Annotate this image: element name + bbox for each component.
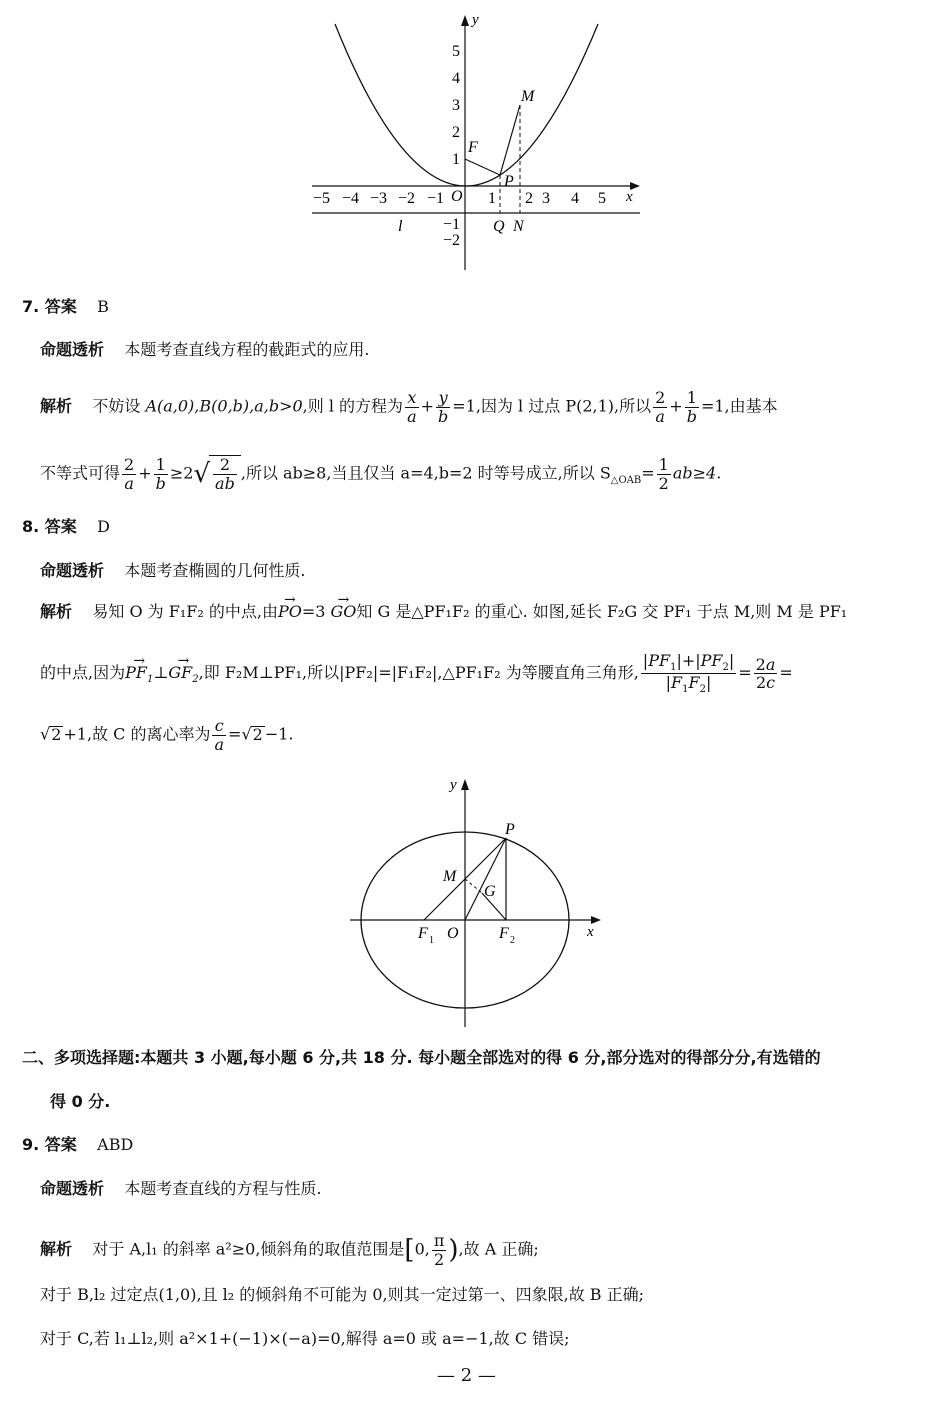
origin-label: O — [451, 188, 463, 205]
point-F1-label: F — [418, 925, 428, 942]
x-tick: 1 — [488, 190, 496, 207]
fraction-ratio: $\frac{|PF_1|+|PF_2|}{|F_1F_2|}$ — [642, 651, 735, 696]
x-axis-label: x — [587, 924, 594, 940]
q7-subscript: △OAB — [610, 474, 642, 486]
q9-answer: ABD — [97, 1135, 134, 1154]
y-tick: 4 — [452, 70, 460, 87]
point-G-label: G — [484, 883, 496, 900]
point-F1-subscript: 1 — [429, 935, 434, 946]
y-axis-label: y — [450, 777, 457, 793]
q7-answer: B — [97, 297, 109, 316]
x-tick: −4 — [342, 190, 360, 207]
q8-analysis-line1: 解析 易知 O 为 F₁F₂ 的中点,由→ PO=3 → GO知 G 是△PF₁F₂ 的重心. 如图,延长 F₂G 交 PF₁ 于点 M,则 M 是 PF₁ — [40, 604, 847, 620]
q7-text: ,则 l 的方程为 — [302, 396, 404, 416]
point-M-label: M — [443, 868, 457, 885]
q7-text: ,所以 ab≥8,当且仅当 a=4,b=2 时等号成立,所以 S — [240, 463, 611, 483]
q7-text: =1,因为 l 过点 P(2,1),所以 — [452, 396, 652, 416]
q7-text: = — [641, 463, 655, 483]
x-axis-arrow-icon — [591, 916, 601, 924]
q7-analysis-label: 解析 — [40, 396, 73, 416]
q9-intent-label: 命题透析 — [40, 1179, 105, 1198]
q9-analysis-line3: 对于 C,若 l₁⊥l₂,则 a²×1+(−1)×(−a)=0,解得 a=0 或 a=−1,故 C 错误; — [40, 1329, 570, 1348]
fraction-1-over-b: $\frac{1}{b}$ — [155, 455, 166, 493]
q9-number: 9. 答案 — [22, 1135, 77, 1154]
point-M-label: M — [521, 88, 535, 105]
ellipse-figure — [340, 770, 610, 1035]
x-axis-label: x — [626, 189, 633, 205]
x-tick: −3 — [370, 190, 388, 207]
fraction-c-over-a: $\frac{c}{a}$ — [214, 716, 225, 754]
point-Q-label: Q — [493, 218, 505, 235]
q9-text: 对于 A,l₁ 的斜率 a²≥0,倾斜角的取值范围是 — [92, 1239, 405, 1259]
fraction-pi-over-2: $\frac{\pi}{2}$ — [433, 1231, 445, 1269]
x-tick: 2 — [525, 190, 533, 207]
x-tick: −5 — [313, 190, 331, 207]
q7-text: ≥2 — [169, 463, 194, 483]
y-tick: −2 — [443, 232, 461, 249]
x-tick: 5 — [598, 190, 606, 207]
q7-intent-row — [40, 342, 369, 358]
point-O-label: O — [447, 925, 459, 942]
q9-analysis-line1: 解析 对于 A,l₁ 的斜率 a²≥0,倾斜角的取值范围是[0, $\frac{\pi}{2}$ ),故 A 正确; — [40, 1231, 539, 1269]
x-tick: −1 — [427, 190, 445, 207]
q7-analysis-line2: 不等式可得 $\frac{2}{a}$ + $\frac{1}{b}$ ≥2√ $\frac{2}{ab}$ ,所以 ab≥8,当且仅当 a=4,b=2 时等号成立,所以 $S_{\triangle OAB}=$ $\frac{1}{2}$ ab≥4. — [40, 455, 722, 493]
x-tick: −2 — [398, 190, 416, 207]
q9-intent-text: 本题考查直线的方程与性质. — [124, 1179, 322, 1198]
section2-heading: 二、多项选择题:本题共 3 小题,每小题 6 分,共 18 分. 每小题全部选对的得 6 分,部分选对的得部分分,有选错的 — [22, 1048, 821, 1067]
q8-intent-text: 本题考查椭圆的几何性质. — [124, 561, 306, 580]
q7-analysis-line1: 解析 不妨设 A(a,0),B(0,b),a,b>0,则 l 的方程为 $\frac{x}{a}$ + $\frac{y}{b}$ =1,因为 l 过点 P(2,1),所以 $\frac{2}{a}$ + $\frac{1}{b}$ =1,由基本 — [40, 388, 778, 426]
q8-text: ,即 F₂M⊥PF₁,所以|PF₂|=|F₁F₂|,△PF₁F₂ 为等腰直角三角形, — [198, 663, 639, 683]
q9-text: ,故 A 正确; — [458, 1239, 539, 1259]
y-tick: 2 — [452, 124, 460, 141]
dashed-MG — [465, 879, 482, 893]
line-l-label: l — [398, 218, 403, 235]
x-tick: 4 — [571, 190, 579, 207]
q8-text: 的中点,因为 — [40, 663, 126, 683]
point-P-label: P — [504, 173, 514, 190]
section2-heading-cont: 得 0 分. — [50, 1092, 111, 1111]
y-tick-labels — [443, 43, 460, 249]
q7-intent-label: 命题透析 — [40, 340, 105, 359]
page-number: — 2 — — [437, 1365, 496, 1386]
point-P-label: P — [505, 821, 515, 838]
q8-intent-row — [40, 563, 305, 579]
fraction-1-over-2: $\frac{1}{2}$ — [658, 455, 669, 493]
q9-analysis-line2: 对于 B,l₂ 过定点(1,0),且 l₂ 的倾斜角不可能为 0,则其一定过第一、四象限,故 B 正确; — [40, 1285, 645, 1304]
q7-text: A(a,0),B(0,b),a,b>0 — [145, 396, 303, 416]
point-F-label: F — [468, 139, 478, 156]
point-N-label: N — [513, 218, 524, 235]
q8-answer: D — [97, 517, 110, 536]
q8-text: 易知 O 为 F₁F₂ 的中点,由 — [92, 602, 278, 621]
fraction-2a-over-2c: $\frac{2a}{2c}$ — [755, 654, 776, 693]
q8-analysis-label: 解析 — [40, 602, 73, 621]
q9-answer-row — [22, 1137, 133, 1153]
sqrt-2-over-ab: $\frac{2}{ab}$ — [209, 455, 241, 492]
parabola-figure — [300, 10, 650, 275]
q8-text: +1,故 C 的离心率为 — [63, 724, 211, 744]
q9-intent-row — [40, 1181, 321, 1197]
q7-text: =1,由基本 — [700, 396, 778, 416]
fraction-2-over-a: $\frac{2}{a}$ — [124, 455, 135, 493]
q8-text: 知 G 是△PF₁F₂ 的重心. 如图,延长 F₂G 交 PF₁ 于点 M,则 M 是 PF₁ — [356, 602, 848, 621]
q8-text: −1. — [264, 724, 294, 744]
q8-analysis-line3: √2 +1,故 C 的离心率为 $\frac{c}{a}$ =√2 −1. — [40, 716, 294, 754]
y-tick: 1 — [452, 151, 460, 168]
parabola-curve — [335, 24, 598, 186]
y-axis-arrow-icon — [461, 779, 469, 790]
y-tick: 5 — [452, 43, 460, 60]
q8-number: 8. 答案 — [22, 517, 77, 536]
y-axis-label: y — [472, 12, 479, 28]
segment-OP — [465, 838, 506, 920]
fraction-1-over-b: $\frac{1}{b}$ — [686, 388, 697, 426]
q7-intent-text: 本题考查直线方程的截距式的应用. — [124, 340, 370, 359]
q7-text: ab≥4. — [672, 463, 722, 483]
q8-intent-label: 命题透析 — [40, 561, 105, 580]
q7-text: 不等式可得 — [40, 463, 121, 483]
point-F2-label: F — [499, 925, 509, 942]
segment-FP — [465, 159, 500, 175]
q7-answer-row — [22, 299, 109, 315]
fraction-2-over-a: $\frac{2}{a}$ — [655, 388, 666, 426]
fraction-x-over-a: $\frac{x}{a}$ — [407, 388, 417, 426]
y-tick: 3 — [452, 97, 460, 114]
x-tick: 3 — [542, 190, 550, 207]
y-axis-arrow-icon — [461, 15, 469, 26]
segment-PM — [500, 105, 520, 175]
q8-analysis-line2: 的中点,因为→ $PF_1\perp\to GF_2$,即 F₂M⊥PF₁,所以|PF₂|=|F₁F₂|,△PF₁F₂ 为等腰直角三角形, $\frac{|PF_1|+|PF_2|}{|F_1F_2|}$ = $\frac{2a}{2c}$ = — [40, 652, 793, 695]
q9-analysis-label: 解析 — [40, 1239, 73, 1259]
fraction-y-over-b: $\frac{y}{b}$ — [438, 388, 449, 426]
y-tick: −1 — [443, 216, 461, 233]
q7-text: 不妨设 — [92, 396, 146, 416]
q8-answer-row — [22, 519, 110, 535]
point-F2-subscript: 2 — [510, 935, 515, 946]
q7-number: 7. 答案 — [22, 297, 77, 316]
